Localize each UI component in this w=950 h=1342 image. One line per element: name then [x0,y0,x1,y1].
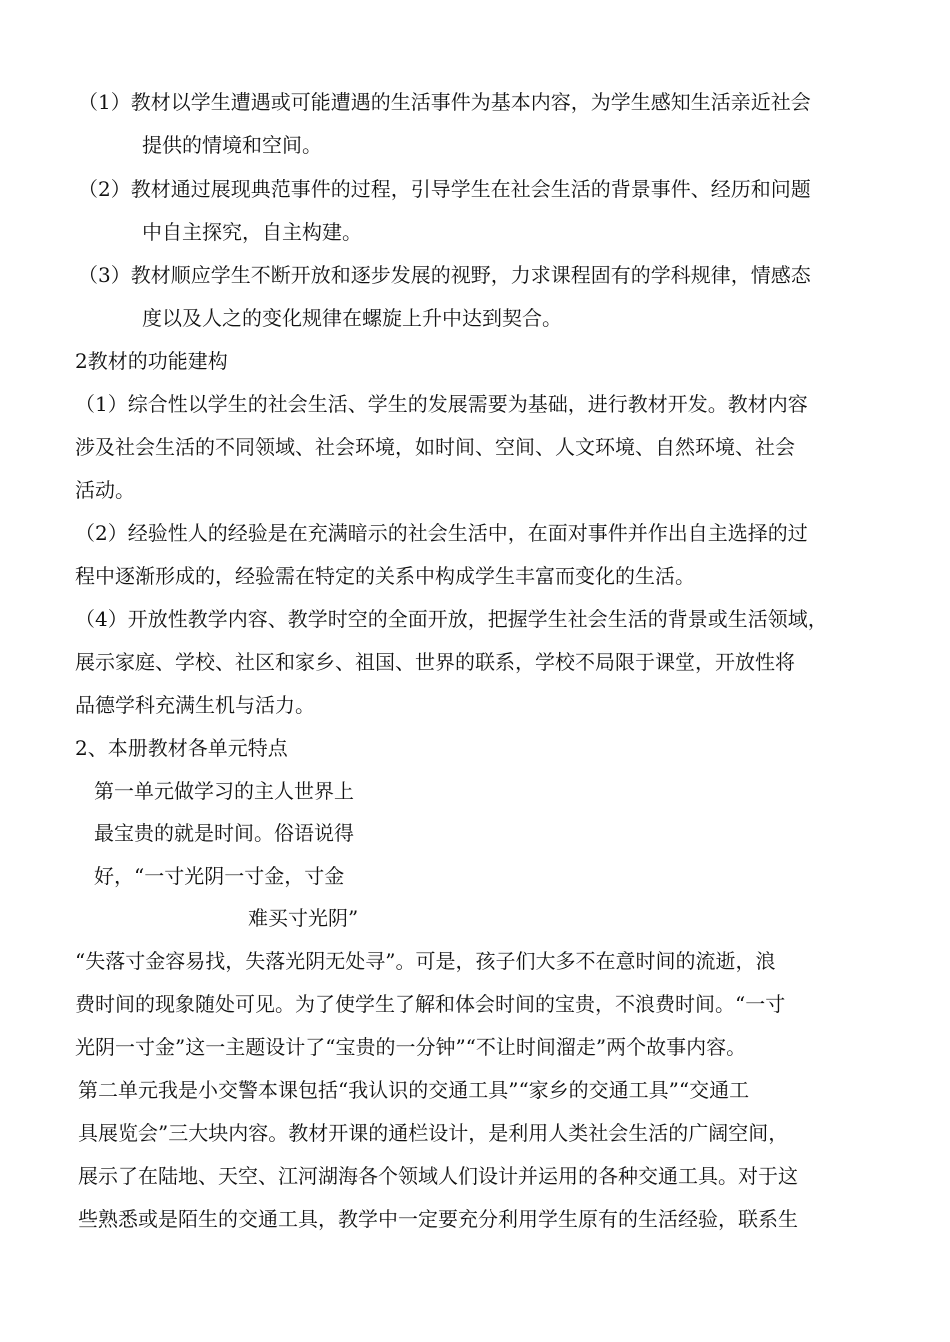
item-2-line-2: 中自主探究，自主构建。 [142,220,362,244]
function-item-3-line-2: 展示家庭、学校、社区和家乡、祖国、世界的联系，学校不局限于课堂，开放性将 [75,650,795,674]
unit-2-text-line-3: 展示了在陆地、天空、江河湖海各个领域人们设计并运用的各种交通工具。对于这 [78,1164,798,1188]
function-item-1-line-2: 涉及社会生活的不同领域、社会环境，如时间、空间、人文环境、自然环境、社会 [75,435,795,459]
item-1-line-2: 提供的情境和空间。 [142,133,322,157]
unit-1-box-line-1: 第一单元做学习的主人世界上 [94,779,354,803]
function-item-3-line-1: （4）开放性教学内容、教学时空的全面开放，把握学生社会生活的背景或生活领域， [75,607,828,631]
unit-1-box-line-4: 难买寸光阴” [248,906,359,930]
function-item-2-line-1: （2）经验性人的经验是在充满暗示的社会生活中，在面对事件并作出自主选择的过 [75,521,808,545]
function-item-1-line-3: 活动。 [75,478,135,502]
function-item-1-line-1: （1）综合性以学生的社会生活、学生的发展需要为基础，进行教材开发。教材内容 [75,392,808,416]
unit-1-text-line-3: 光阴一寸金”这一主题设计了“宝贵的一分钟”“不让时间溜走”两个故事内容。 [75,1035,747,1059]
item-1-line-1: （1）教材以学生遭遇或可能遭遇的生活事件为基本内容，为学生感知生活亲近社会 [78,90,811,114]
section-heading-units: 2、本册教材各单元特点 [75,736,288,760]
section-heading-function: 2教材的功能建构 [75,349,228,373]
unit-2-text-line-4: 些熟悉或是陌生的交通工具，教学中一定要充分利用学生原有的生活经验，联系生 [78,1207,798,1231]
function-item-3-line-3: 品德学科充满生机与活力。 [75,693,315,717]
unit-1-text-line-2: 费时间的现象随处可见。为了使学生了解和体会时间的宝贵，不浪费时间。“一寸 [75,992,786,1016]
unit-2-text-line-1: 第二单元我是小交警本课包括“我认识的交通工具”“家乡的交通工具”“交通工 [78,1078,750,1102]
function-item-2-line-2: 程中逐渐形成的，经验需在特定的关系中构成学生丰富而变化的生活。 [75,564,695,588]
unit-1-box-line-3: 好，“一寸光阴一寸金，寸金 [94,864,345,888]
unit-2-text-line-2: 具展览会”三大块内容。教材开课的通栏设计，是利用人类社会生活的广阔空间， [78,1121,789,1145]
item-3-line-1: （3）教材顺应学生不断开放和逐步发展的视野，力求课程固有的学科规律，情感态 [78,263,811,287]
unit-1-text-line-1: “失落寸金容易找，失落光阴无处寻”。可是，孩子们大多不在意时间的流逝，浪 [75,949,776,973]
unit-1-box-line-2: 最宝贵的就是时间。俗语说得 [94,821,354,845]
item-2-line-1: （2）教材通过展现典范事件的过程，引导学生在社会生活的背景事件、经历和问题 [78,177,811,201]
item-3-line-2: 度以及人之的变化规律在螺旋上升中达到契合。 [142,306,562,330]
